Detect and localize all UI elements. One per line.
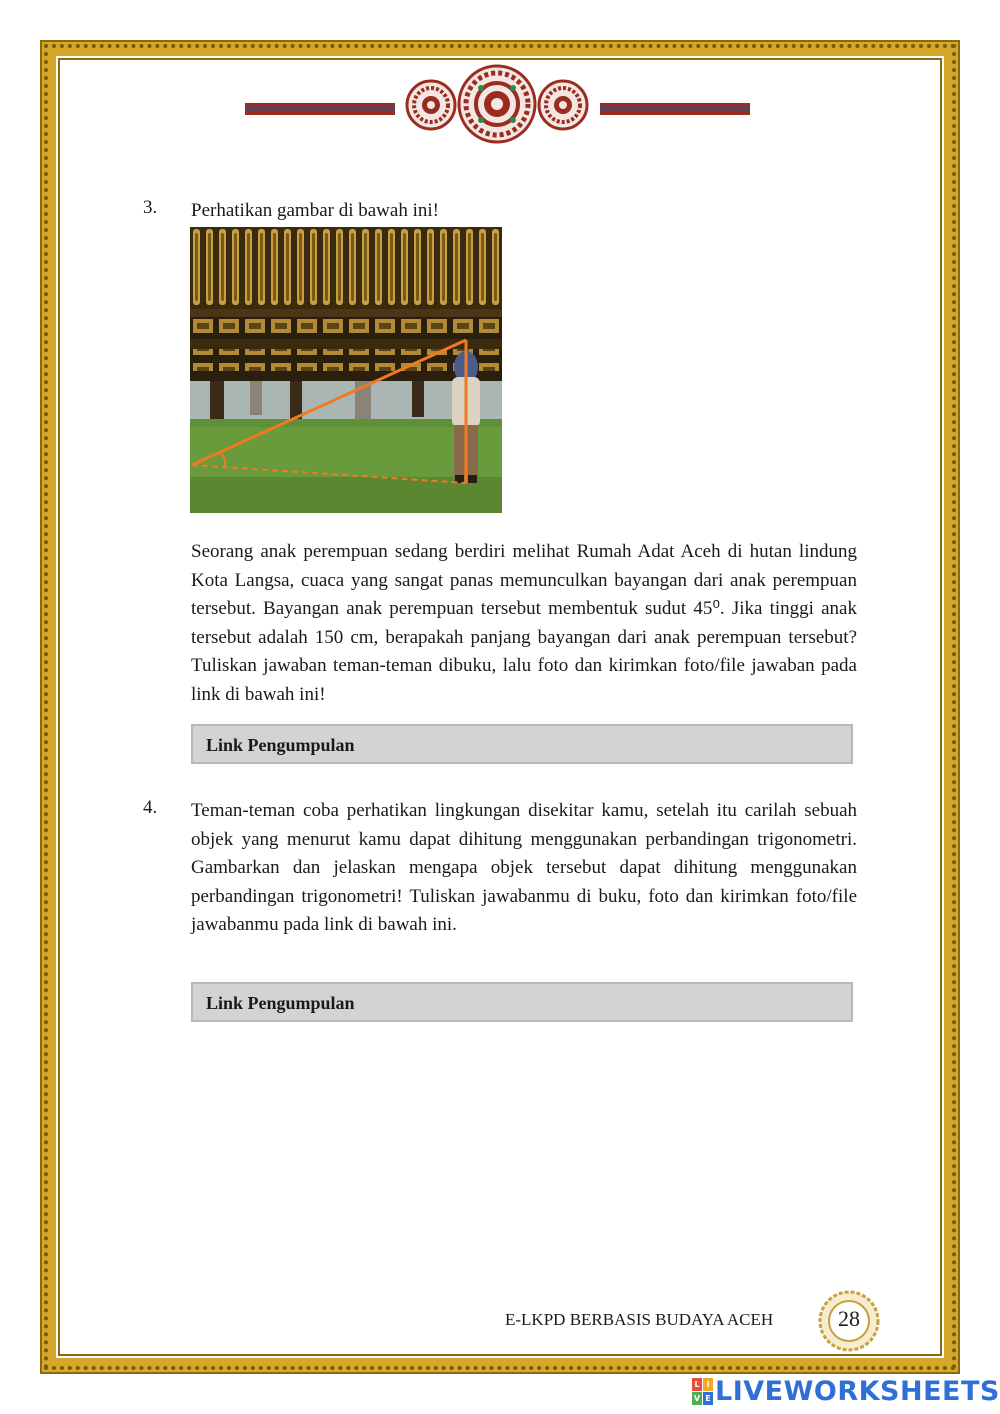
question-4-text: Teman-teman coba perhatikan lingkungan disekitar kamu, setelah itu carilah sebuah objek yang menurut kamu dapat dihitung menggunakan perbandingan trigonometri. Gambarkan dan jelaskan mengapa objek tersebut dapat dihitung menggunakan perbandingan trigonometri! Tuliskan jawabanmu di buku, foto dan kirimkan foto/file jawabanmu pada link di bawah ini. bbox=[191, 800, 857, 936]
page-number: 28 bbox=[838, 1306, 860, 1331]
question-3-submission-link[interactable]: Link Pengumpulan bbox=[191, 724, 853, 764]
question-4-number: 4. bbox=[143, 797, 158, 818]
ornament-medallion-right bbox=[539, 81, 587, 129]
question-3-prompt: Perhatikan gambar di bawah ini! bbox=[191, 200, 439, 221]
question-3-number: 3. bbox=[143, 197, 158, 218]
header-ornament bbox=[245, 62, 750, 152]
footer-title: E-LKPD BERBASIS BUDAYA ACEH bbox=[505, 1310, 774, 1329]
liveworksheets-watermark bbox=[692, 1376, 1000, 1406]
rumah-adat-aceh-photo bbox=[190, 227, 502, 513]
ornament-medallion-center bbox=[459, 66, 535, 142]
question-4-submission-link[interactable]: Link Pengumpulan bbox=[191, 982, 853, 1022]
question-3-text: Seorang anak perempuan sedang berdiri melihat Rumah Adat Aceh di hutan lindung Kota Langsa, cuaca yang sangat panas memunculkan bayangan dari anak perempuan tersebut. Bayangan anak perempuan tersebut membentuk sudut 45⁰. Jika tinggi anak tersebut adalah 150 cm, berapakah panjang bayangan dari anak perempuan tersebut? Tuliskan jawaban teman-teman dibuku, lalu foto dan kirimkan foto/file jawaban pada link di bawah ini! bbox=[191, 541, 857, 705]
liveworksheets-wordmark: LIVEWORKSHEETS bbox=[715, 1375, 1000, 1407]
ornament-medallion-left bbox=[407, 81, 455, 129]
liveworksheets-logo-icon: L I V E bbox=[692, 1378, 712, 1404]
